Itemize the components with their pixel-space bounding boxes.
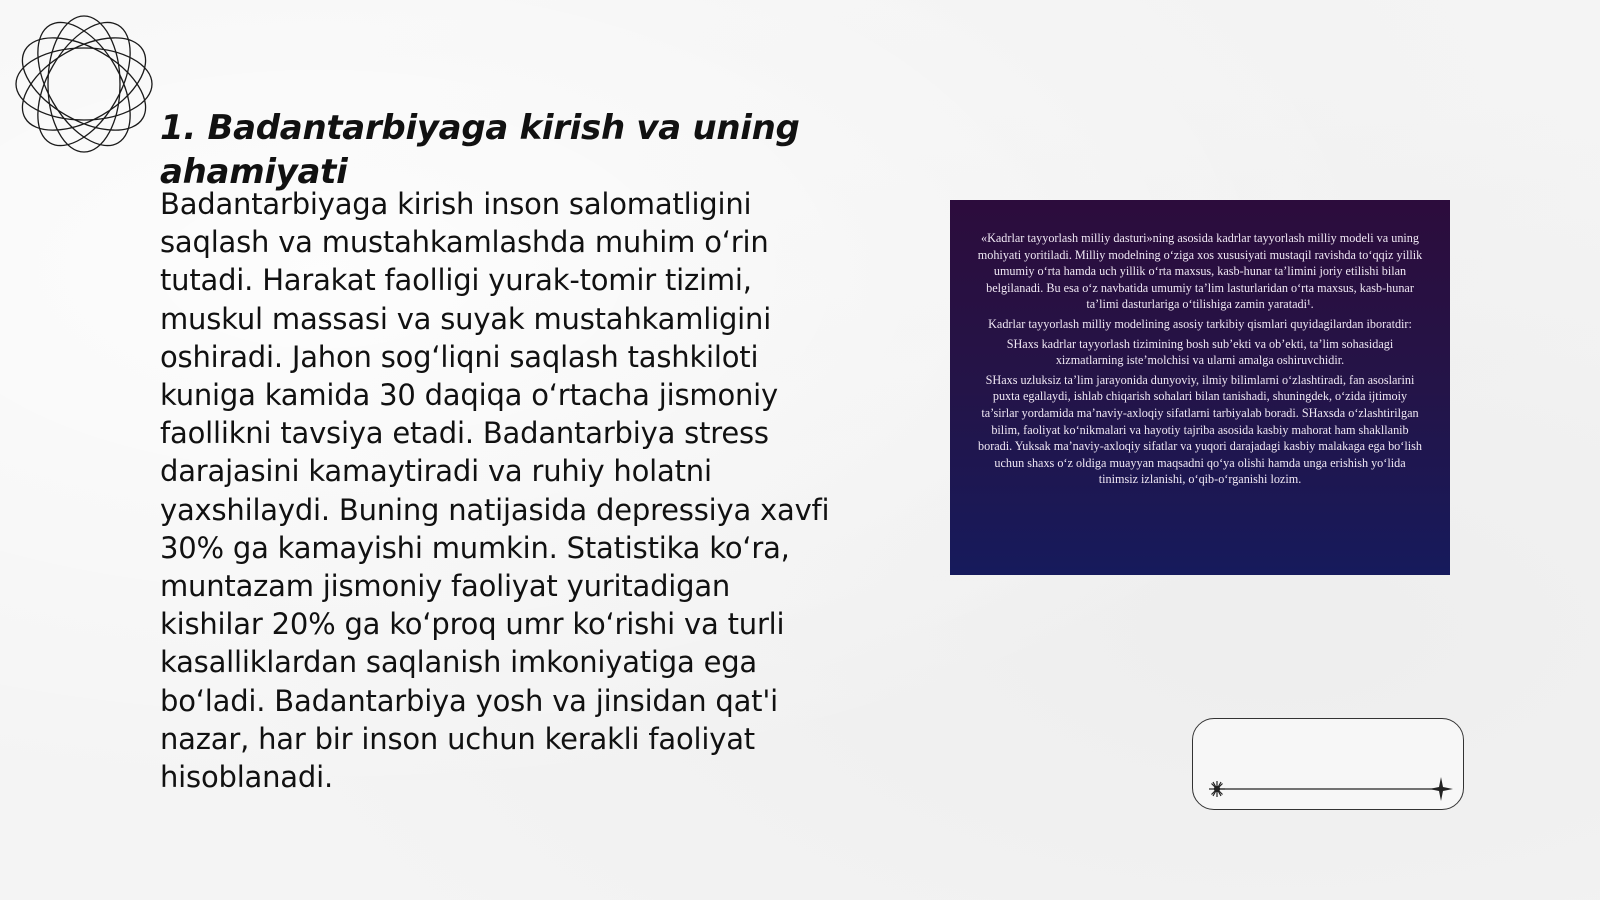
slide-body-text: Badantarbiyaga kirish inson salomatligini saqlash va mustahkamlashda muhim o‘rin tutadi. Harakat faolligi yurak-tomir tizimi, muskul massasi va suyak mustahkamligini oshiradi. Jahon sog‘liqni saqlash tashkiloti kuniga kamida 30 daqiqa o‘rtacha jismoniy faollikni tavsiya etadi. Badantarbiya stress darajasini kamaytiradi va ruhiy holatni yaxshilaydi. Buning natijasida depressiya xavfi 30% ga kamayishi mumkin. Statistika ko‘ra, muntazam jismoniy faoliyat yuritadigan kishilar 20% ga ko‘proq umr ko‘rishi va turli kasalliklardan saqlanish imkoniyatiga ega bo‘ladi. Badantarbiya yosh va jinsidan qat'i nazar, har bir inson uchun kerakli faoliyat hisoblanadi.	[160, 187, 830, 795]
quote-paragraph: Kadrlar tayyorlash milliy modelining asosiy tarkibiy qismlari quyidagilardan iboratdir:	[988, 316, 1412, 331]
quote-paragraph: SHaxs kadrlar tayyorlash tizimining bosh sub’ekti va ob’ekti, ta’lim sohasidagi xizmatlarning iste’molchisi va ularni amalga oshiruvchidir.	[1006, 336, 1394, 368]
orbit-rings-icon	[10, 10, 158, 158]
quote-paragraph: «Kadrlar tayyorlash milliy dasturi»ning asosida kadrlar tayyorlash milliy modeli va uning mohiyati yoritiladi. Milliy modelning o‘ziga xos xususiyati mustaqil ravishda to‘qqiz yillik umumiy o‘rta hamda uch yillik o‘rta maxsus, kasb-hunar ta’limini joriy etilishi bilan belgilanadi. Bu esa o‘z navbatida umumiy ta’lim lasturlaridan o‘rta maxsus, kasb-hunar ta’limi dasturlariga o‘tilishiga zamin yaratadi¹.	[977, 231, 1423, 312]
quote-paragraph: SHaxs uzluksiz ta’lim jarayonida dunyoviy, ilmiy bilimlarni o‘zlashtiradi, fan asoslarini puxta egallaydi, ishlab chiqarish sohalari bilan tanishadi, shuningdek, o‘zida ijtimoiy ta’sirlar yordamida ma’naviy-axloqiy sifatlarni tarbiyalab boradi. SHaxsda o‘zlashtirilgan bilim, faoliyat ko‘nikmalari va hayotiy tajriba asosida kasbiy mahorat ham shakllanib boradi. Yuksak ma’naviy-axloqiy sifatlar va yuqori darajadagi kasbiy malakaga ega bo‘lish uchun shaxs o‘z oldiga muayyan maqsadni qo‘ya olishi hamda unga erishish yo‘lida tinimsiz izlanishi, o‘qib-o‘rganishi lozim.	[978, 372, 1422, 487]
quote-image	[950, 200, 1450, 575]
starburst-icon	[1209, 781, 1225, 797]
slide-title: 1. Badantarbiyaga kirish va uning ahamiyati	[160, 108, 800, 192]
sparkle-icon	[1429, 777, 1453, 801]
decorative-card	[1192, 718, 1464, 810]
